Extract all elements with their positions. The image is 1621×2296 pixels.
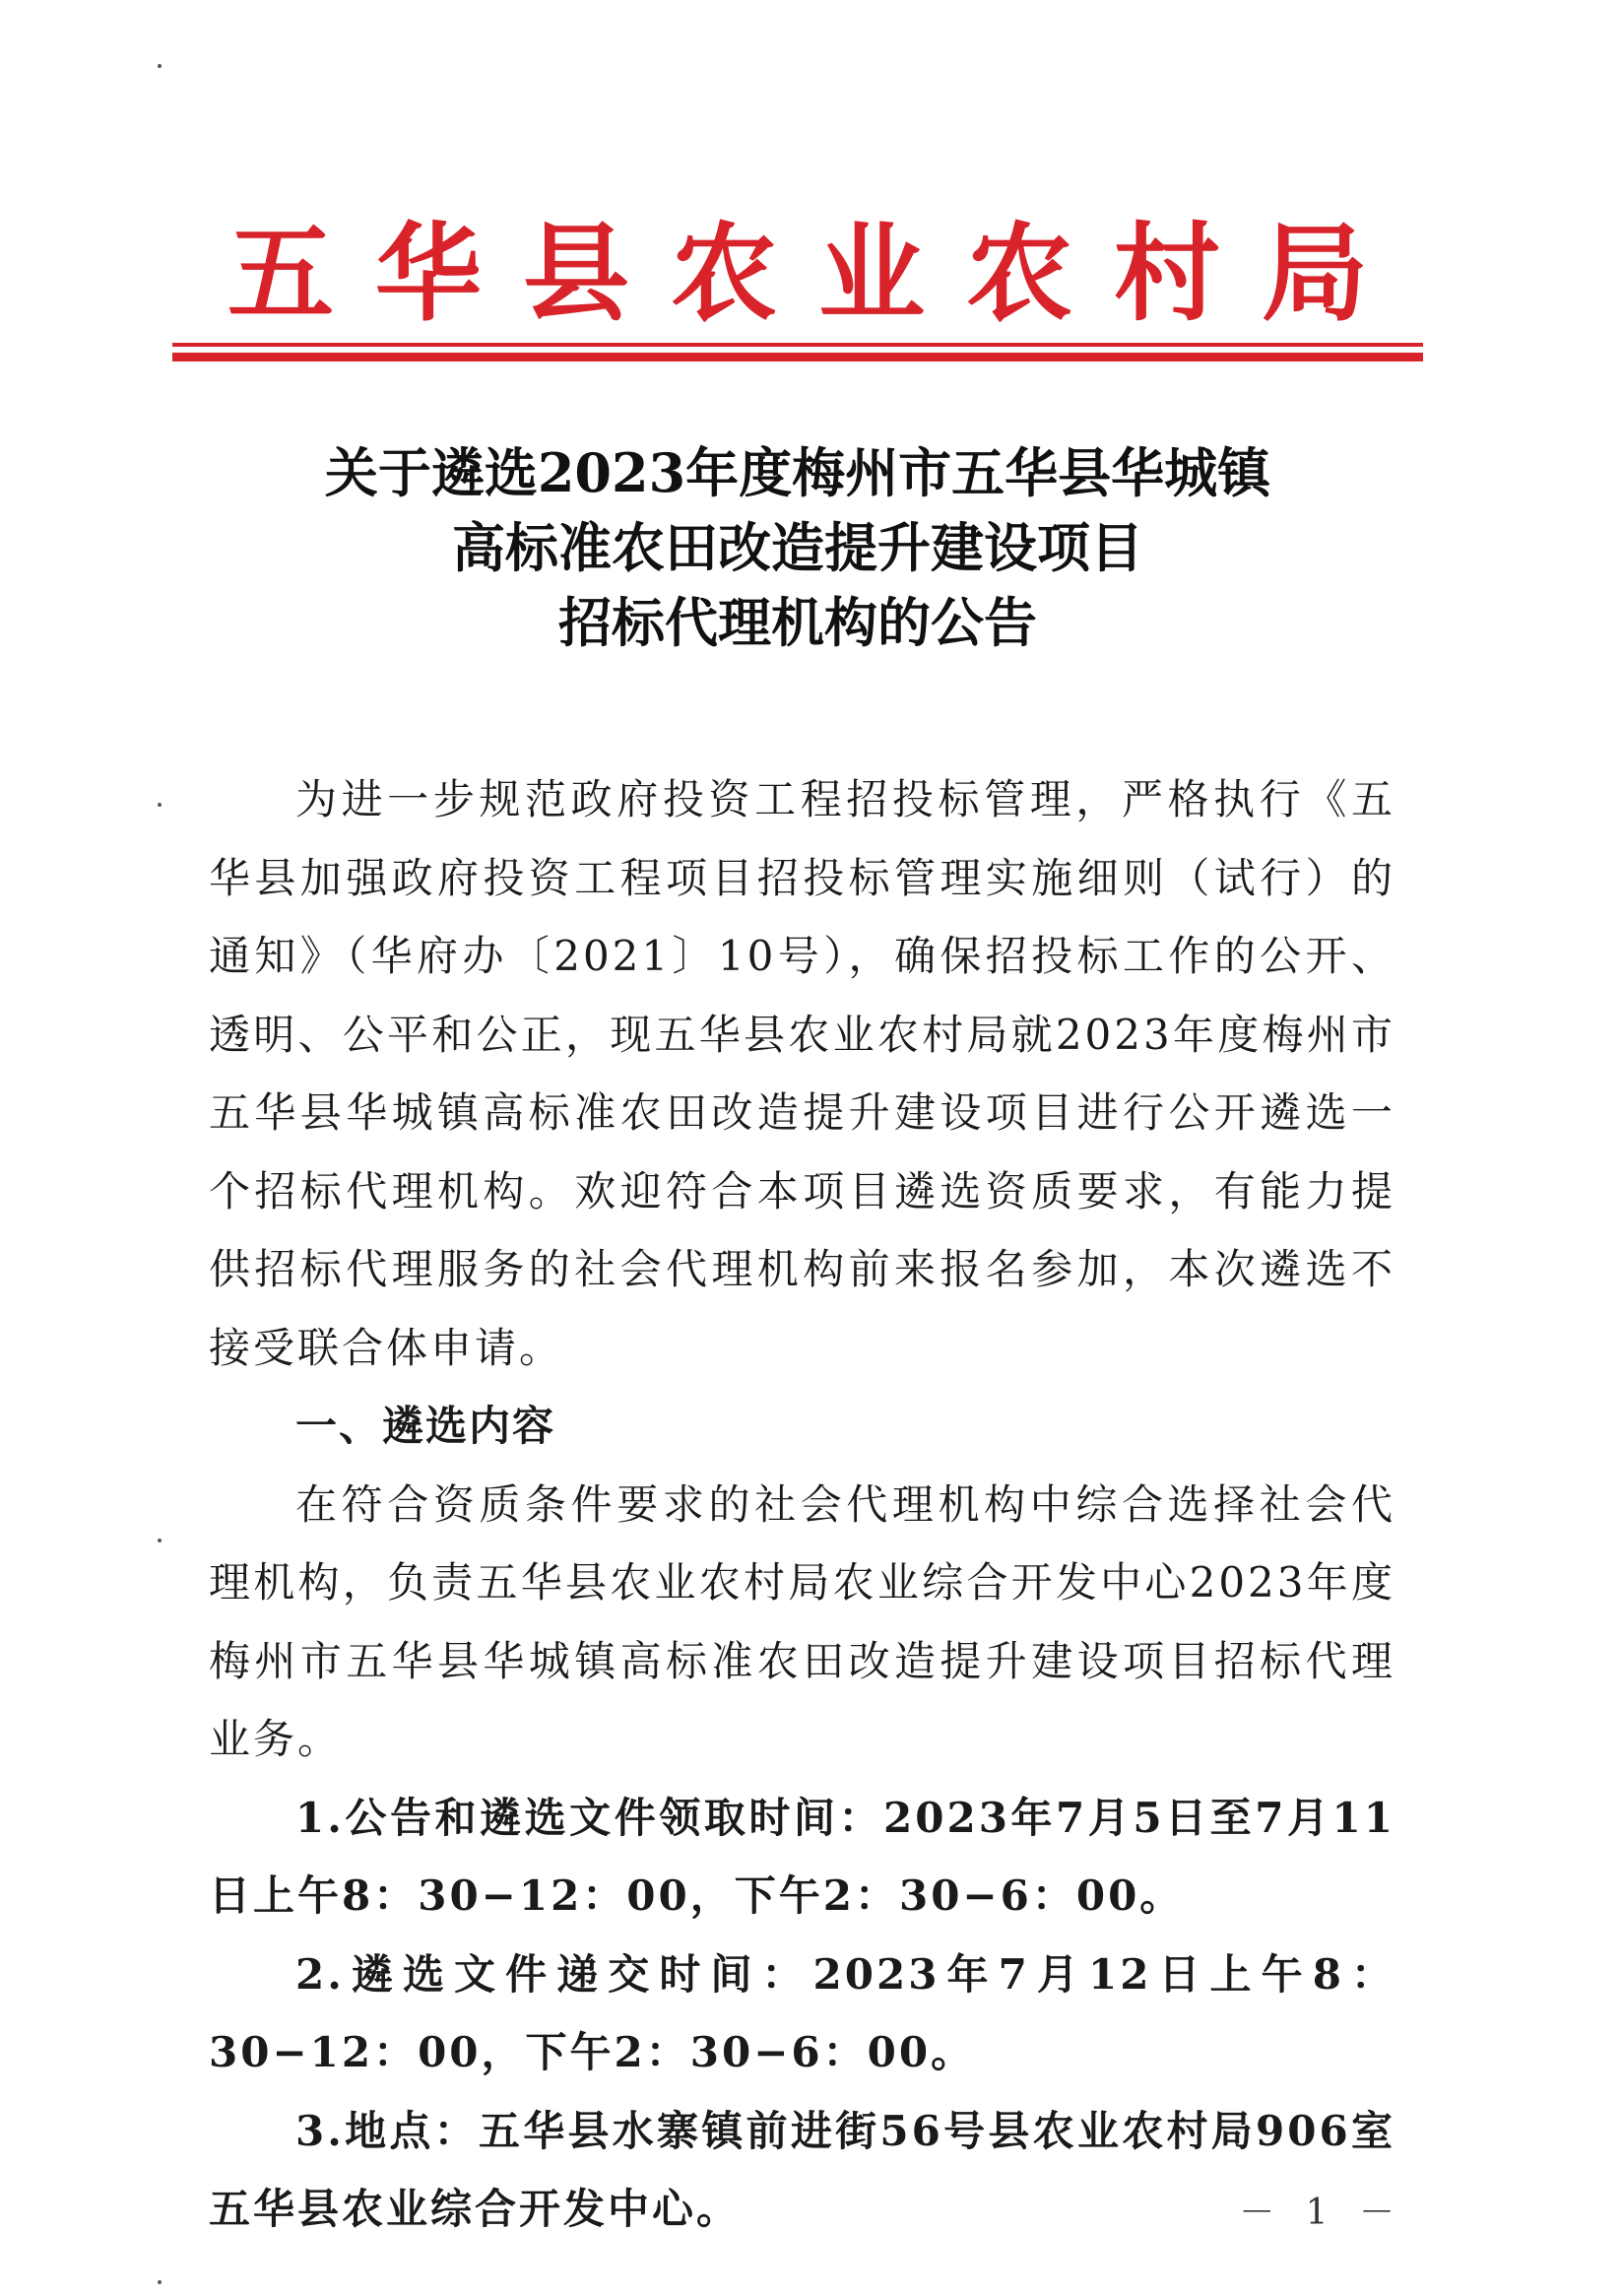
title-line-2: 高标准农田改造提升建设项目 — [452, 516, 1143, 579]
header-red-rule-thick — [172, 353, 1423, 361]
document-body — [209, 760, 1395, 2249]
document-header — [172, 212, 1423, 336]
item-document-collection-time: 1.公告和遴选文件领取时间：2023年7月5日至7月11日上午8：30−12：00，下午2：30−6：00。 — [209, 1793, 1396, 1920]
item-location: 3.地点：五华县水寨镇前进街56号县农业农村局906室五华县农业综合开发中心。 — [209, 2106, 1395, 2233]
scan-speck — [158, 2280, 162, 2284]
page-number: － 1 － — [1239, 2193, 1404, 2233]
intro-paragraph: 为进一步规范政府投资工程招投标管理，严格执行《五华县加强政府投资工程项目招投标管理实施细则（试行）的通知》（华府办〔2021〕10号），确保招投标工作的公开、透明、公平和公正，现五华县农业农村局就2023年度梅州市五华县华城镇高标准农田改造提升建设项目进行公开遴选一个招标代理机构。欢迎符合本项目遴选资质要求，有能力提供招标代理服务的社会代理机构前来报名参加，本次遴选不接受联合体申请。 — [209, 775, 1395, 1372]
issuing-organization-name: 五华县农业农村局 — [227, 212, 1409, 336]
section-heading-selection-content: 一、遴选内容 — [295, 1402, 556, 1450]
scan-speck — [158, 64, 162, 68]
header-red-rule-thin — [172, 343, 1423, 347]
scan-speck — [158, 1539, 162, 1542]
title-line-1: 关于遴选2023年度梅州市五华县华城镇 — [324, 441, 1271, 504]
section-1-paragraph: 在符合资质条件要求的社会代理机构中综合选择社会代理机构，负责五华县农业农村局农业综合开发中心2023年度梅州市五华县华城镇高标准农田改造提升建设项目招标代理业务。 — [209, 1479, 1395, 1763]
scan-speck — [158, 803, 162, 807]
item-submission-time: 2.遴选文件递交时间：2023年7月12日上午8：30−12：00，下午2：30−6：00。 — [209, 1949, 1395, 2076]
title-line-3: 招标代理机构的公告 — [558, 591, 1037, 654]
document-title — [172, 435, 1423, 660]
